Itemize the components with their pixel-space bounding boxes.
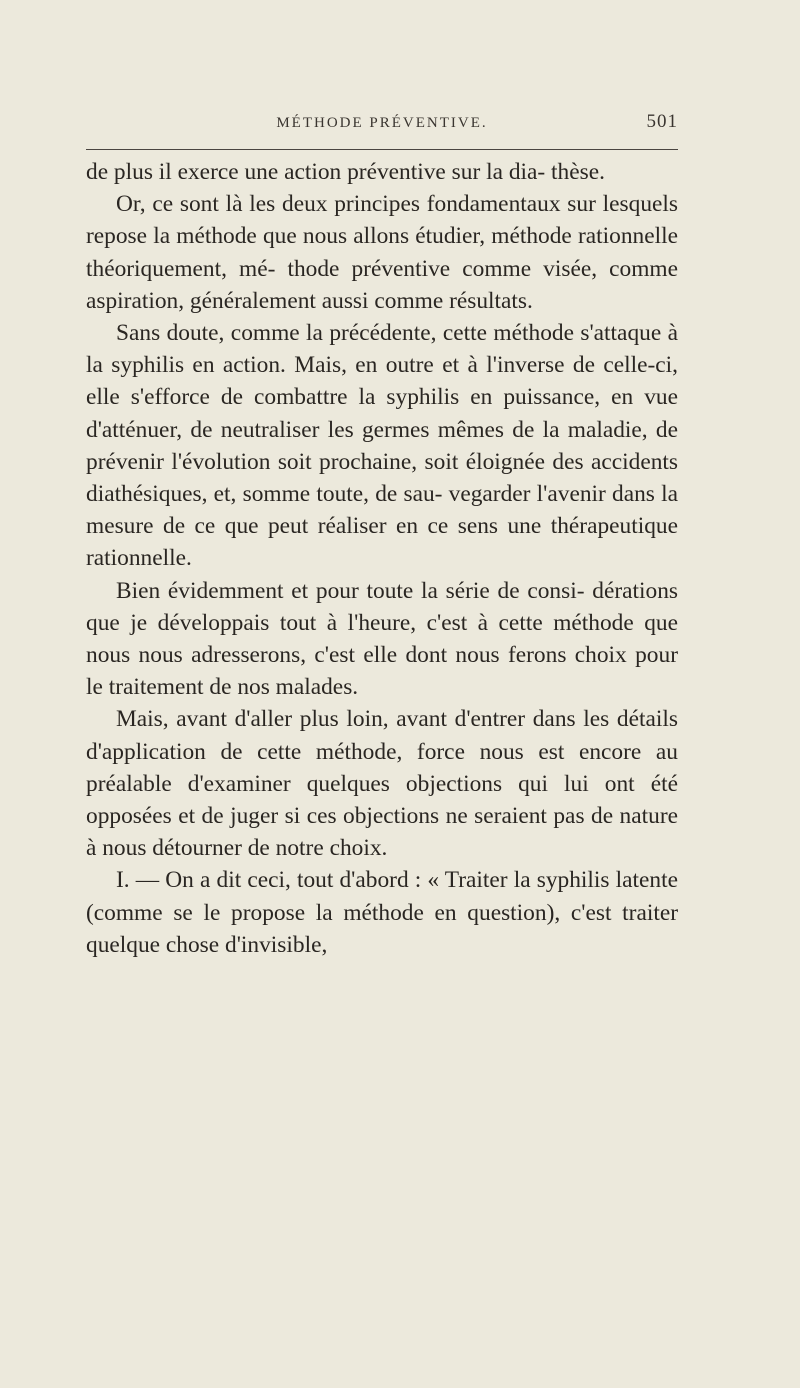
paragraph-1: de plus il exerce une action préventive sur la dia- thèse. — [86, 159, 605, 185]
page-number: 501 — [646, 111, 678, 132]
running-title: MÉTHODE PRÉVENTIVE. — [276, 115, 488, 131]
running-head — [86, 111, 678, 137]
paragraph-3: Sans doute, comme la précédente, cette méthode s'attaque à la syphilis en action. Mais, en outre et à l'inverse de celle-ci, elle s'efforce de combattre la syphilis en puissance, en vue d'atténuer, de neutraliser les germes mêmes de la maladie, de prévenir l'évolution soit prochaine, soit éloignée des accidents diathésiques, et, somme toute, de sau- vegarder l'avenir dans la mesure de ce que peut réaliser en ce sens une thérapeutique rationnelle. — [86, 320, 678, 572]
paragraph-6: I. — On a dit ceci, tout d'abord : « Traiter la syphilis latente (comme se le propose la méthode en question), c'est traiter quelque chose d'invisible, — [86, 867, 678, 958]
body-text — [86, 156, 678, 961]
paragraph-4: Bien évidemment et pour toute la série de consi- dérations que je développais tout à l'heure, c'est à cette méthode que nous nous adresserons, c'est elle dont nous ferons choix pour le traitement de nos malades. — [86, 577, 678, 701]
paragraph-2: Or, ce sont là les deux principes fondamentaux sur lesquels repose la méthode que nous allons étudier, méthode rationnelle théoriquement, mé- thode préventive comme visée, comme aspiration, généralement aussi comme résultats. — [86, 191, 678, 314]
header-rule — [86, 149, 678, 150]
paragraph-5: Mais, avant d'aller plus loin, avant d'entrer dans les détails d'application de cette méthode, force nous est encore au préalable d'examiner quelques objections qui lui ont été opposées et de juger si ces objections ne seraient pas de nature à nous détourner de notre choix. — [86, 706, 678, 862]
